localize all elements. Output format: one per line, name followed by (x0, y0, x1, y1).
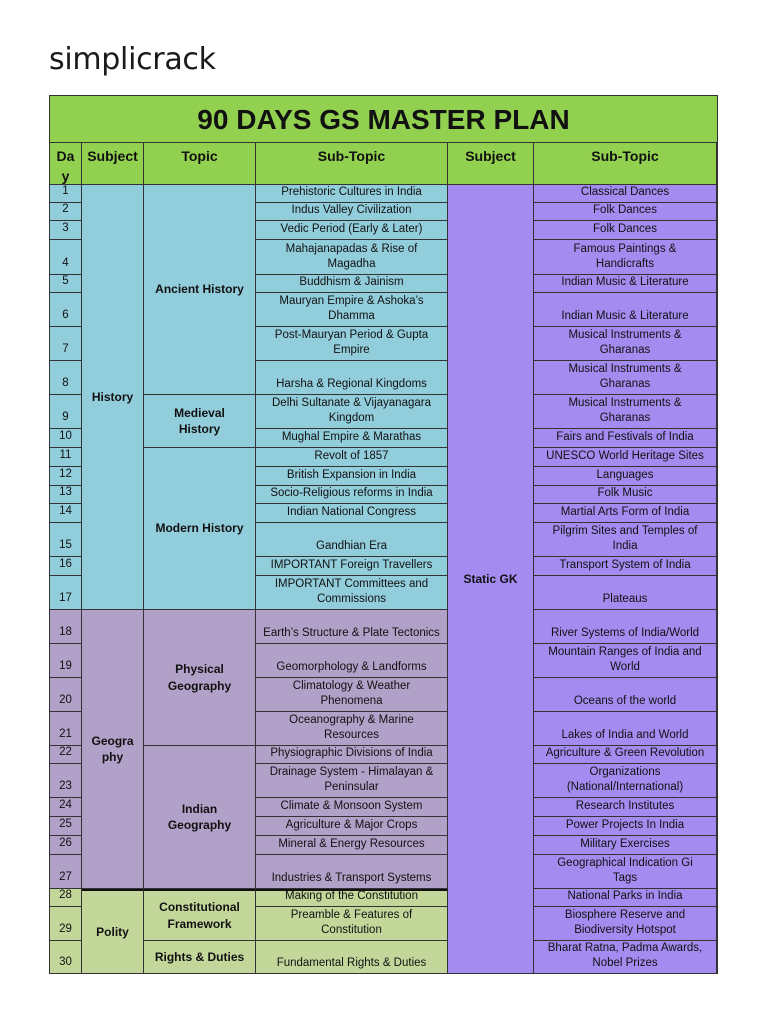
subtopic-item: IMPORTANT Foreign Travellers (256, 557, 448, 576)
day-number: 26 (50, 836, 82, 855)
topic-constitutional-framework: Constitutional Framework (144, 889, 256, 941)
static-gk-item: Classical Dances (534, 185, 717, 203)
static-gk-item: Famous Paintings & Handicrafts (534, 240, 717, 275)
day-number: 18 (50, 610, 82, 644)
subtopic-item: IMPORTANT Committees and Commissions (256, 576, 448, 610)
day-number: 27 (50, 855, 82, 889)
day-number: 25 (50, 817, 82, 836)
subject-history: History (82, 185, 144, 610)
topic-modern-history: Modern History (144, 448, 256, 610)
static-gk-item: Folk Dances (534, 221, 717, 240)
topic-physical-geography: Physical Geography (144, 610, 256, 746)
static-gk-item: Biosphere Reserve and Biodiversity Hotspot (534, 907, 717, 941)
day-number: 14 (50, 504, 82, 523)
subtopic-item: Revolt of 1857 (256, 448, 448, 467)
subtopic-item: British Expansion in India (256, 467, 448, 486)
day-number: 28 (50, 889, 82, 907)
day-number: 1 (50, 185, 82, 203)
day-number: 22 (50, 746, 82, 764)
header-subject2: Subject (448, 143, 534, 185)
subtopic-item: Oceanography & Marine Resources (256, 712, 448, 746)
day-number: 2 (50, 203, 82, 221)
brand-logo: simplicrack (49, 42, 216, 77)
static-gk-item: Plateaus (534, 576, 717, 610)
topic-rights-duties: Rights & Duties (144, 941, 256, 974)
static-gk-item: National Parks in India (534, 889, 717, 907)
static-gk-item: Mountain Ranges of India and World (534, 644, 717, 678)
subtopic-item: Climate & Monsoon System (256, 798, 448, 817)
day-number: 16 (50, 557, 82, 576)
day-number: 5 (50, 275, 82, 293)
subtopic-item: Mauryan Empire & Ashoka’s Dhamma (256, 293, 448, 327)
static-gk-item: Indian Music & Literature (534, 293, 717, 327)
subtopic-item: Preamble & Features of Constitution (256, 907, 448, 941)
static-gk-item: Transport System of India (534, 557, 717, 576)
subject-static-gk: Static GK (448, 185, 534, 974)
subtopic-item: Post-Mauryan Period & Gupta Empire (256, 327, 448, 361)
static-gk-item: Organizations (National/International) (534, 764, 717, 798)
day-number: 19 (50, 644, 82, 678)
static-gk-item: Military Exercises (534, 836, 717, 855)
subtopic-item: Making of the Constitution (256, 889, 448, 907)
day-number: 15 (50, 523, 82, 557)
subtopic-item: Buddhism & Jainism (256, 275, 448, 293)
static-gk-item: Bharat Ratna, Padma Awards, Nobel Prizes (534, 941, 717, 974)
day-number: 9 (50, 395, 82, 429)
header-subtopic2: Sub-Topic (534, 143, 717, 185)
subtopic-item: Indian National Congress (256, 504, 448, 523)
subtopic-item: Harsha & Regional Kingdoms (256, 361, 448, 395)
subject-geography: Geography (82, 610, 144, 889)
header-day: Day (50, 143, 82, 185)
subtopic-item: Mahajanapadas & Rise of Magadha (256, 240, 448, 275)
day-number: 20 (50, 678, 82, 712)
day-number: 10 (50, 429, 82, 448)
static-gk-item: Musical Instruments & Gharanas (534, 361, 717, 395)
static-gk-item: Pilgrim Sites and Temples of India (534, 523, 717, 557)
day-number: 30 (50, 941, 82, 974)
subtopic-item: Agriculture & Major Crops (256, 817, 448, 836)
static-gk-item: Geographical Indication Gi Tags (534, 855, 717, 889)
static-gk-item: Oceans of the world (534, 678, 717, 712)
subtopic-item: Geomorphology & Landforms (256, 644, 448, 678)
day-number: 12 (50, 467, 82, 486)
static-gk-item: Folk Music (534, 486, 717, 504)
subtopic-item: Vedic Period (Early & Later) (256, 221, 448, 240)
static-gk-item: Power Projects In India (534, 817, 717, 836)
subtopic-item: Mineral & Energy Resources (256, 836, 448, 855)
subtopic-item: Socio-Religious reforms in India (256, 486, 448, 504)
day-number: 4 (50, 240, 82, 275)
static-gk-item: Fairs and Festivals of India (534, 429, 717, 448)
day-number: 13 (50, 486, 82, 504)
day-number: 6 (50, 293, 82, 327)
header-topic: Topic (144, 143, 256, 185)
static-gk-item: Musical Instruments & Gharanas (534, 395, 717, 429)
subtopic-item: Fundamental Rights & Duties (256, 941, 448, 974)
static-gk-item: Martial Arts Form of India (534, 504, 717, 523)
static-gk-item: Research Institutes (534, 798, 717, 817)
day-number: 7 (50, 327, 82, 361)
day-number: 23 (50, 764, 82, 798)
subtopic-item: Drainage System - Himalayan & Peninsular (256, 764, 448, 798)
subtopic-item: Delhi Sultanate & Vijayanagara Kingdom (256, 395, 448, 429)
subtopic-item: Earth’s Structure & Plate Tectonics (256, 610, 448, 644)
subtopic-item: Indus Valley Civilization (256, 203, 448, 221)
subtopic-item: Mughal Empire & Marathas (256, 429, 448, 448)
header-subject: Subject (82, 143, 144, 185)
day-number: 29 (50, 907, 82, 941)
master-plan-table (49, 95, 718, 974)
table-title: 90 DAYS GS MASTER PLAN (50, 96, 717, 143)
static-gk-item: River Systems of India/World (534, 610, 717, 644)
static-gk-item: Indian Music & Literature (534, 275, 717, 293)
subtopic-item: Climatology & Weather Phenomena (256, 678, 448, 712)
topic-medieval-history: Medieval History (144, 395, 256, 448)
day-number: 24 (50, 798, 82, 817)
static-gk-item: Lakes of India and World (534, 712, 717, 746)
static-gk-item: UNESCO World Heritage Sites (534, 448, 717, 467)
day-number: 8 (50, 361, 82, 395)
static-gk-item: Folk Dances (534, 203, 717, 221)
day-number: 21 (50, 712, 82, 746)
day-number: 17 (50, 576, 82, 610)
header-subtopic: Sub-Topic (256, 143, 448, 185)
subject-polity: Polity (82, 889, 144, 974)
day-number: 11 (50, 448, 82, 467)
subtopic-item: Prehistoric Cultures in India (256, 185, 448, 203)
static-gk-item: Languages (534, 467, 717, 486)
subtopic-item: Gandhian Era (256, 523, 448, 557)
subtopic-item: Physiographic Divisions of India (256, 746, 448, 764)
static-gk-item: Musical Instruments & Gharanas (534, 327, 717, 361)
day-number: 3 (50, 221, 82, 240)
static-gk-item: Agriculture & Green Revolution (534, 746, 717, 764)
topic-indian-geography: Indian Geography (144, 746, 256, 889)
topic-ancient-history: Ancient History (144, 185, 256, 395)
subtopic-item: Industries & Transport Systems (256, 855, 448, 889)
